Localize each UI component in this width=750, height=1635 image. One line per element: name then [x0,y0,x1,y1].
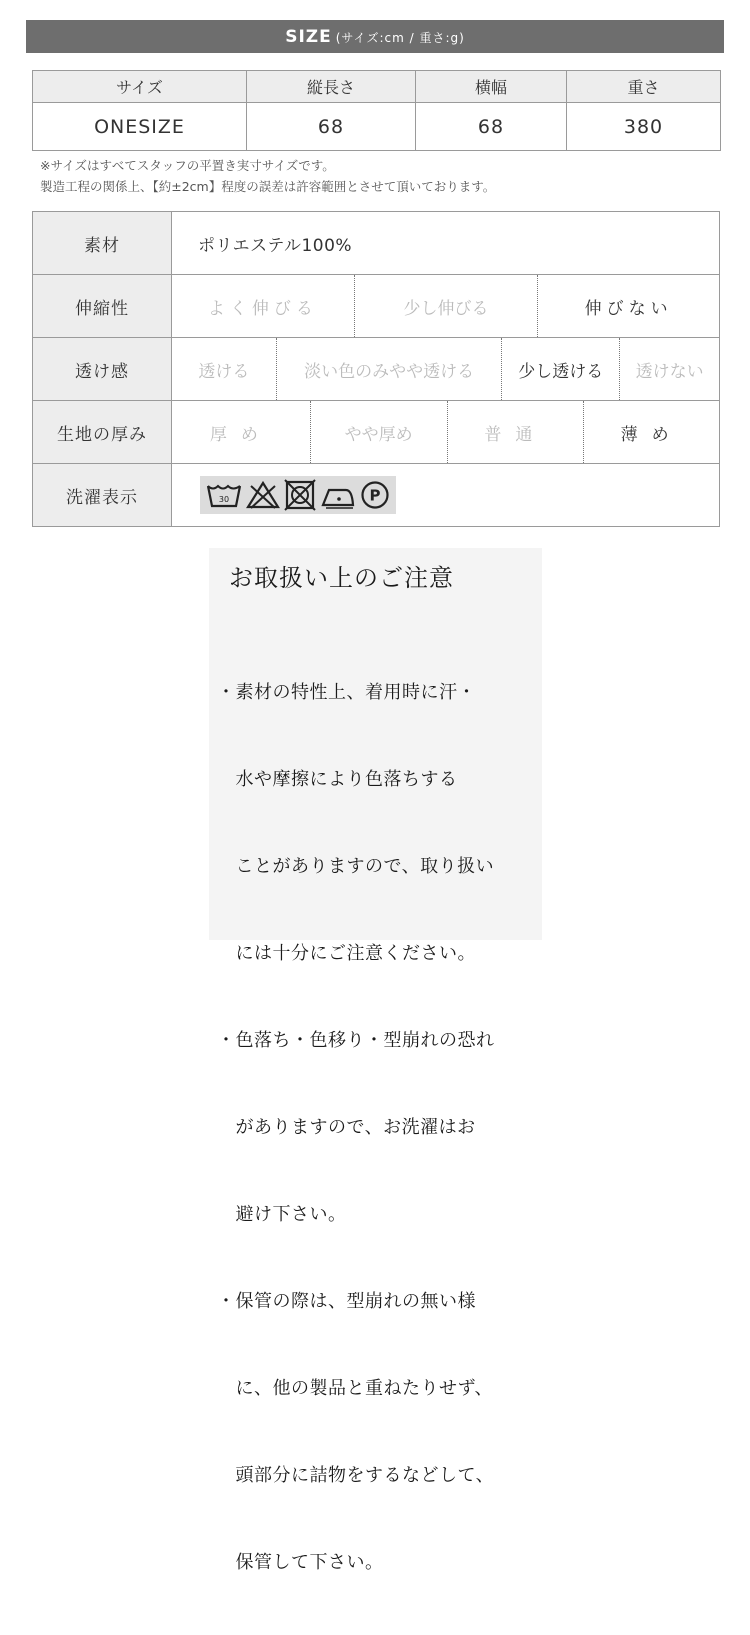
stretch-option-selected: 伸びない [537,275,719,337]
notice-line: ことがありますので、取り扱い [217,856,495,877]
wash-30-icon [206,480,242,510]
size-col-header: サイズ [33,71,247,103]
no-tumble-dry-icon [284,480,316,510]
thickness-scale [172,401,719,463]
size-value: ONESIZE [33,103,247,151]
weight-value: 380 [567,103,721,151]
notice-line: 避け下さい。 [217,1204,347,1225]
size-notes [40,155,495,197]
care-label: 洗濯表示 [33,464,172,527]
length-col-header: 縦長さ [247,71,416,103]
notice-line: に、他の製品と重ねたりせず、 [217,1378,494,1399]
stretch-row [33,275,720,338]
material-value: ポリエステル100% [172,212,720,275]
sheer-row [33,338,720,401]
width-col-header: 横幅 [416,71,567,103]
material-row [33,212,720,275]
spec-table [32,211,720,527]
weight-col-header: 重さ [567,71,721,103]
notice-body [217,620,495,1635]
size-unit-note: (サイズ:cm / 重さ:g) [335,31,465,45]
stretch-option: 少し伸びる [354,275,538,337]
thickness-option: 普通 [447,401,584,463]
sheer-label: 透け感 [33,338,172,401]
dry-clean-p-icon [360,480,390,510]
notice-line: 水や摩擦により色落ちする [217,769,458,790]
no-bleach-icon [246,480,280,510]
thickness-option-selected: 薄め [583,401,719,463]
sheer-option: 透けない [619,338,719,400]
length-value: 68 [247,103,416,151]
handling-notice [209,548,542,1573]
size-table [32,70,721,151]
stretch-option: よく伸びる [207,298,318,319]
sheer-option: 淡い色のみやや透ける [276,338,502,400]
notice-line: には十分にご注意ください。 [217,943,476,964]
notice-line: ・色落ち・色移り・型崩れの恐れ [217,1030,495,1051]
size-table-row [33,103,721,151]
width-value: 68 [416,103,567,151]
thickness-option: やや厚め [310,401,447,463]
stretch-scale [172,275,719,337]
stretch-label: 伸縮性 [33,275,172,338]
sheer-option-selected: 少し透ける [501,338,619,400]
notice-line: 保管して下さい。 [217,1552,384,1573]
wash-temp-text: 30 [218,495,230,504]
sheer-option: 透ける [198,361,250,382]
size-title: SIZE [285,27,332,47]
notice-line: がありますので、お洗濯はお [217,1117,476,1138]
dry-clean-letter: P [369,486,381,505]
thickness-label: 生地の厚み [33,401,172,464]
sheer-scale [172,338,719,400]
care-row [33,464,720,527]
size-note-line: ※サイズはすべてスタッフの平置き実寸サイズです。 [40,158,335,173]
thickness-option: 厚め [209,424,272,445]
care-symbols [200,476,396,514]
size-note-line: 製造工程の関係上、【約±2cm】程度の誤差は許容範囲とさせて頂いております。 [40,179,496,194]
iron-low-icon [320,480,356,510]
notice-line: ・保管の際は、型崩れの無い様 [217,1291,476,1312]
size-table-header-row [33,71,721,103]
size-section-header [26,20,724,53]
notice-line: 頭部分に詰物をするなどして、 [217,1465,495,1486]
material-label: 素材 [33,212,172,275]
thickness-row [33,401,720,464]
notice-line: ・素材の特性上、着用時に汗・ [217,682,476,703]
notice-title: お取扱い上のご注意 [229,564,454,592]
